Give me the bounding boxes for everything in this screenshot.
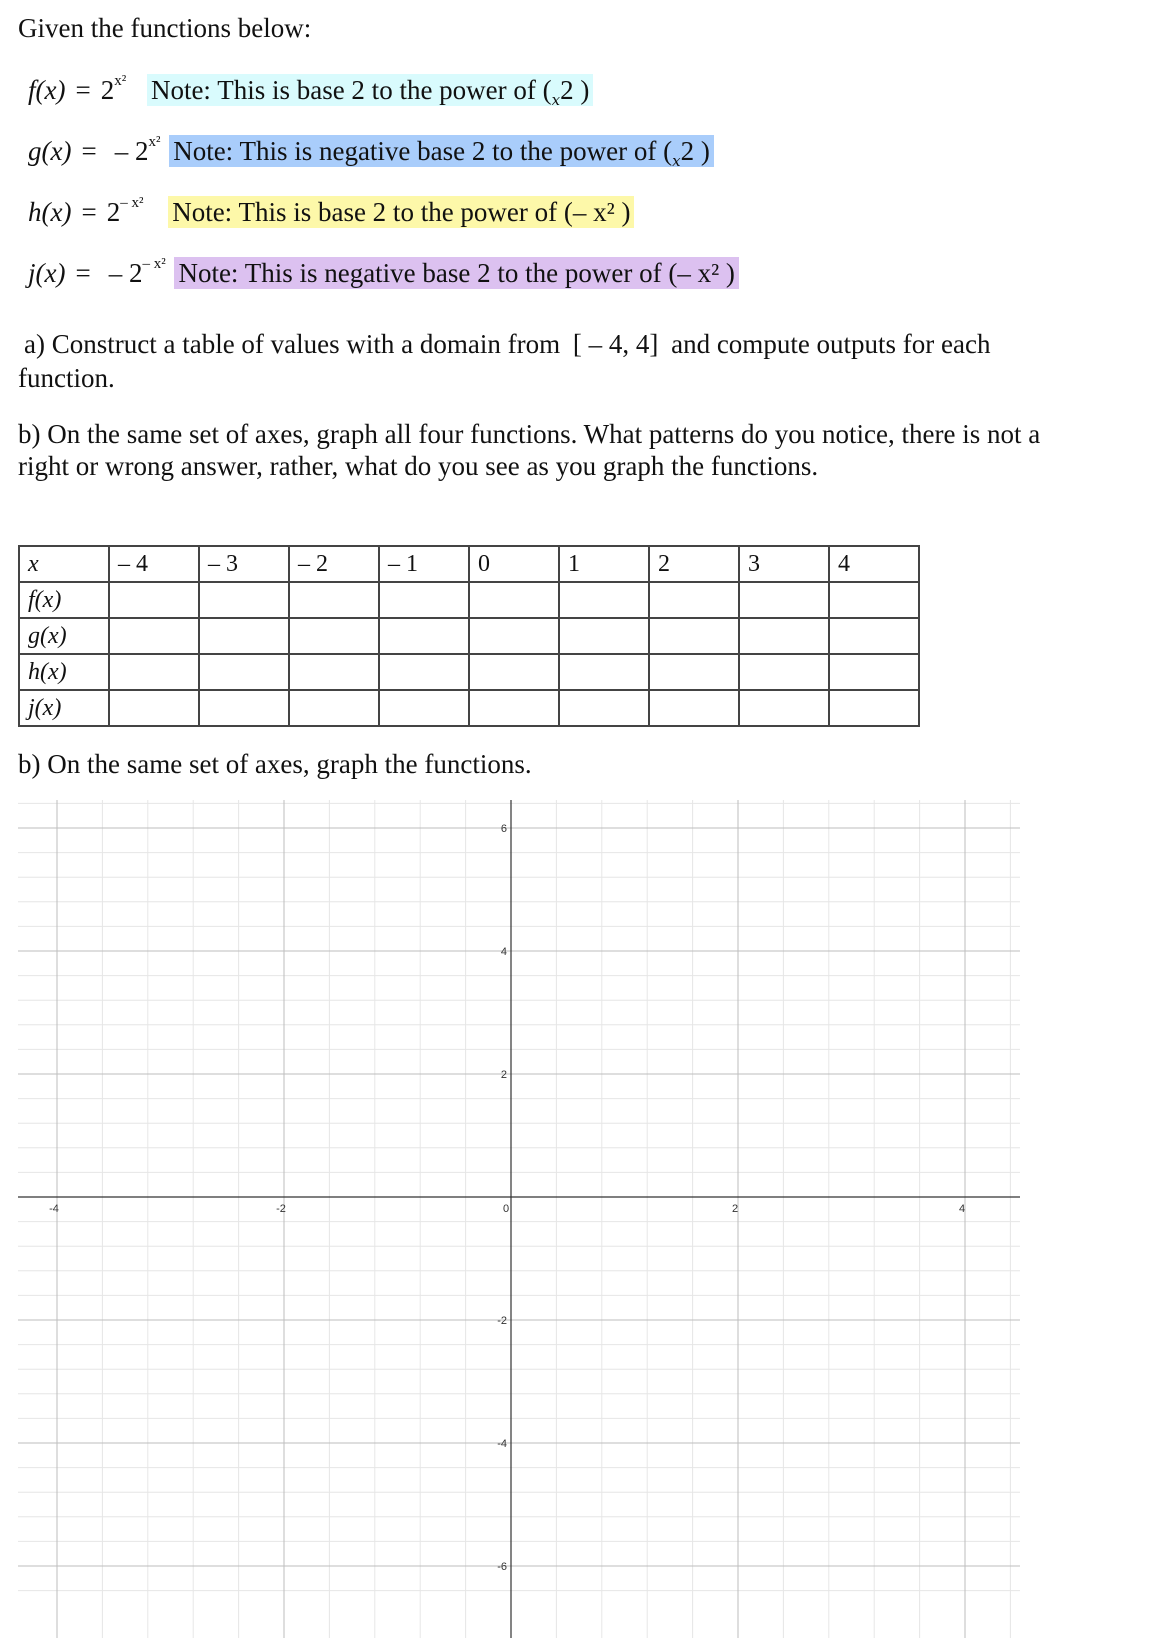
y-tick-label: -4	[497, 1438, 507, 1450]
table-cell[interactable]	[739, 618, 829, 654]
table-cell[interactable]	[469, 582, 559, 618]
x-tick-label: 0	[502, 1203, 510, 1215]
table-header-cell: 1	[559, 546, 649, 582]
function-h-note: Note: This is base 2 to the power of (– x² )	[168, 196, 634, 228]
table-row-h	[19, 654, 919, 690]
function-g-row: g(x) = – $2^{x^2}$ Note: This is negative base 2 to the power of ($_x2$ )	[28, 133, 714, 174]
function-g-name: g(x)	[28, 136, 72, 166]
function-f-exponent: x²	[114, 73, 127, 89]
function-h-exponent: – x²	[120, 195, 144, 211]
table-header-cell: 2	[649, 546, 739, 582]
function-f-base: 2	[100, 75, 115, 105]
table-cell[interactable]	[199, 618, 289, 654]
table-cell[interactable]	[109, 582, 199, 618]
table-header-cell: – 2	[289, 546, 379, 582]
function-h-row: $h(x) = 2^{- x^2}$ Note: This is base 2 to the power of (– x² )	[28, 194, 634, 235]
x-tick-label: 2	[731, 1203, 739, 1215]
function-g-exponent: x²	[148, 134, 161, 150]
table-row-g	[19, 618, 919, 654]
graph-grid[interactable]	[0, 790, 1176, 1640]
table-header-cell: 4	[829, 546, 919, 582]
table-cell[interactable]	[739, 582, 829, 618]
function-h-name: h(x)	[28, 197, 72, 227]
part-a-interval: [ – 4, 4]	[572, 329, 659, 359]
table-cell[interactable]	[559, 582, 649, 618]
y-tick-label: -2	[497, 1315, 507, 1327]
function-f-note: Note: This is base 2 to the power of ($_x2$ )	[147, 74, 593, 106]
function-j-name: j(x)	[28, 258, 66, 288]
table-cell[interactable]	[199, 654, 289, 690]
part-a-line2: function.	[18, 363, 115, 393]
graph-axes	[18, 800, 1020, 1638]
function-j-base: 2	[128, 258, 143, 288]
table-header-cell: – 1	[379, 546, 469, 582]
table-cell[interactable]	[289, 654, 379, 690]
table-cell[interactable]	[649, 582, 739, 618]
table-row-label: g(x)	[19, 618, 109, 654]
table-cell[interactable]	[469, 690, 559, 726]
y-tick-label: 4	[500, 946, 507, 958]
table-cell[interactable]	[199, 582, 289, 618]
function-j-sign: –	[108, 258, 129, 288]
x-tick-label: -2	[276, 1203, 286, 1215]
part-b-line1: b) On the same set of axes, graph all four functions. What patterns do you notice, there is not a	[18, 419, 1041, 449]
table-cell[interactable]	[109, 618, 199, 654]
table-cell[interactable]	[109, 654, 199, 690]
table-cell[interactable]	[559, 618, 649, 654]
table-cell[interactable]	[379, 582, 469, 618]
table-cell[interactable]	[829, 582, 919, 618]
table-cell[interactable]	[559, 690, 649, 726]
table-cell[interactable]	[739, 690, 829, 726]
part-a-line1: a) Construct a table of values with a domain from [ – 4, 4] and compute outputs for each	[24, 329, 991, 359]
function-h-base: 2	[106, 197, 121, 227]
table-cell[interactable]	[199, 690, 289, 726]
x-tick-label: 4	[958, 1203, 966, 1215]
function-j-exponent: – x²	[142, 256, 166, 272]
table-header-cell: – 3	[199, 546, 289, 582]
table-header-cell: x	[19, 546, 109, 582]
table-cell[interactable]	[559, 654, 649, 690]
table-cell[interactable]	[289, 690, 379, 726]
table-cell[interactable]	[379, 618, 469, 654]
table-cell[interactable]	[829, 654, 919, 690]
table-cell[interactable]	[379, 690, 469, 726]
part-b-line2: right or wrong answer, rather, what do you see as you graph the functions.	[18, 451, 819, 481]
function-f-name: f(x)	[28, 75, 66, 105]
table-row-label: f(x)	[19, 582, 109, 618]
table-cell[interactable]	[829, 618, 919, 654]
grid-minor-lines	[18, 800, 1020, 1638]
table-header-cell: 0	[469, 546, 559, 582]
table-cell[interactable]	[109, 690, 199, 726]
y-tick-label: 2	[500, 1069, 507, 1081]
table-header-cell: 3	[739, 546, 829, 582]
x-tick-label: -4	[49, 1203, 59, 1215]
table-cell[interactable]	[379, 654, 469, 690]
function-g-sign: –	[114, 136, 135, 166]
function-j-row: j(x) = – $2^{- x^2}$ Note: This is negative base 2 to the power of (– x² )	[28, 255, 739, 296]
table-cell[interactable]	[649, 654, 739, 690]
table-row-label: h(x)	[19, 654, 109, 690]
table-cell[interactable]	[289, 618, 379, 654]
table-cell[interactable]	[469, 654, 559, 690]
intro-text: Given the functions below:	[18, 13, 312, 43]
function-f-row: $f(x) = 2^{x^2}$ Note: This is base 2 to the power of ($_x2$ )	[28, 72, 593, 113]
grid-major-lines	[18, 800, 1020, 1638]
table-cell[interactable]	[739, 654, 829, 690]
y-tick-label: 6	[500, 823, 507, 835]
table-cell[interactable]	[829, 690, 919, 726]
table-cell[interactable]	[649, 690, 739, 726]
table-row-label: j(x)	[19, 690, 109, 726]
values-table	[18, 545, 920, 727]
function-j-note: Note: This is negative base 2 to the power of (– x² )	[174, 257, 738, 289]
function-g-note: Note: This is negative base 2 to the power of ($_x2$ )	[169, 135, 714, 167]
table-cell[interactable]	[289, 582, 379, 618]
table-cell[interactable]	[649, 618, 739, 654]
y-tick-label: -6	[497, 1561, 507, 1573]
table-header-cell: – 4	[109, 546, 199, 582]
table-row-j	[19, 690, 919, 726]
graph-caption: b) On the same set of axes, graph the functions.	[18, 749, 532, 779]
table-cell[interactable]	[469, 618, 559, 654]
table-row-f	[19, 582, 919, 618]
graph-tick-labels	[49, 823, 965, 1573]
table-header-row	[19, 546, 919, 582]
function-g-base: 2	[134, 136, 149, 166]
